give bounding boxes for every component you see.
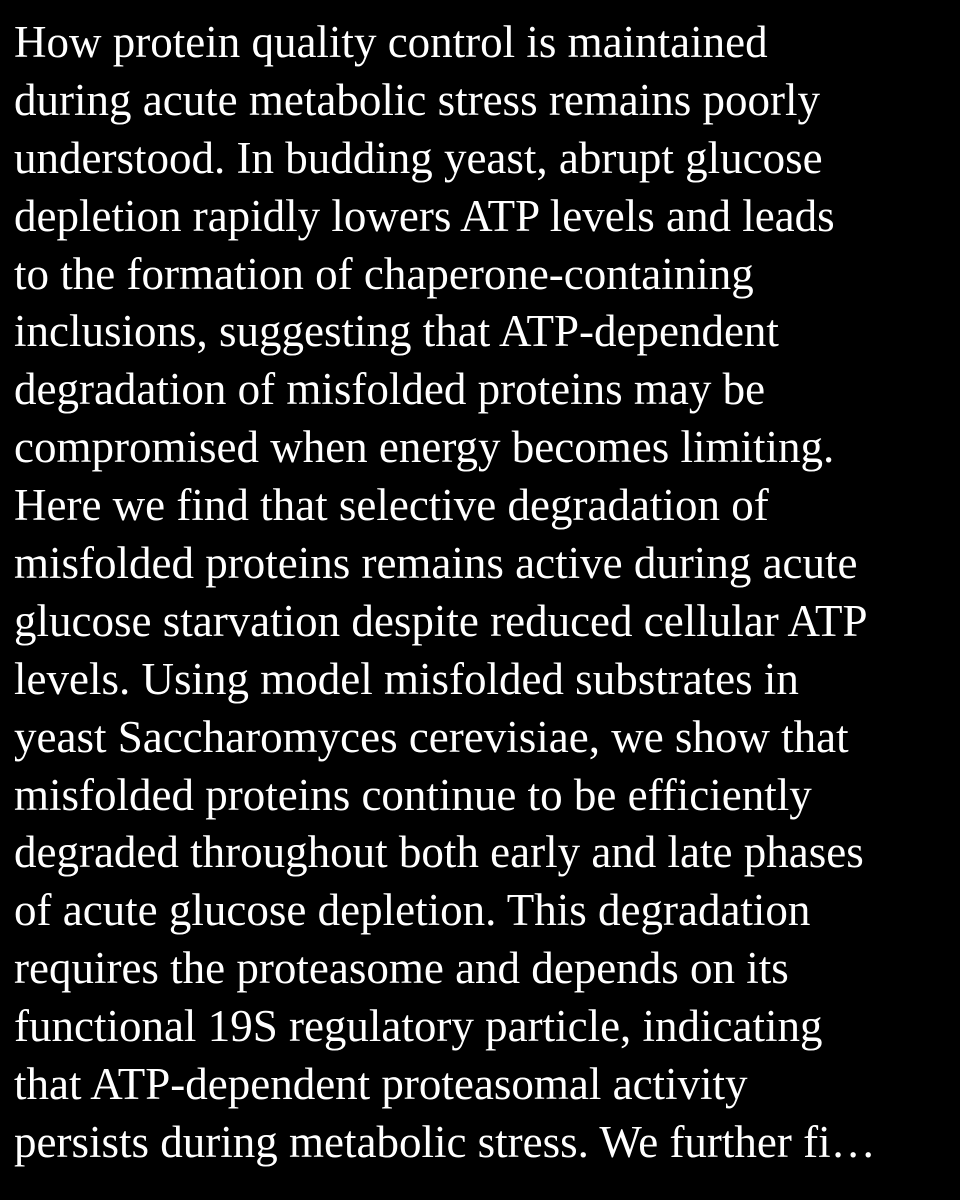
- text-line: degraded throughout both early and late phases: [14, 827, 864, 878]
- text-line: levels. Using model misfolded substrates in: [14, 653, 799, 704]
- text-line: glucose starvation despite reduced cellular ATP: [14, 595, 868, 646]
- text-line: Here we find that selective degradation of: [14, 480, 769, 531]
- text-line: persists during metabolic stress. We further fi…: [14, 1116, 876, 1167]
- text-line: compromised when energy becomes limiting.: [14, 422, 835, 473]
- text-line: of acute glucose depletion. This degradation: [14, 885, 811, 936]
- text-line: inclusions, suggesting that ATP-dependent: [14, 306, 779, 357]
- text-line: understood. In budding yeast, abrupt glucose: [14, 132, 823, 183]
- abstract-text: [14, 14, 954, 1172]
- text-line: yeast Saccharomyces cerevisiae, we show that: [14, 711, 849, 762]
- text-line: to the formation of chaperone-containing: [14, 248, 754, 299]
- text-line: requires the proteasome and depends on its: [14, 943, 789, 994]
- text-line: during acute metabolic stress remains poorly: [14, 74, 821, 125]
- text-line: that ATP-dependent proteasomal activity: [14, 1059, 748, 1110]
- text-line: degradation of misfolded proteins may be: [14, 364, 766, 415]
- text-line: misfolded proteins remains active during acute: [14, 538, 858, 589]
- text-line: misfolded proteins continue to be efficiently: [14, 769, 812, 820]
- text-line: depletion rapidly lowers ATP levels and leads: [14, 190, 835, 241]
- text-line: functional 19S regulatory particle, indicating: [14, 1001, 823, 1052]
- text-line: How protein quality control is maintained: [14, 17, 768, 67]
